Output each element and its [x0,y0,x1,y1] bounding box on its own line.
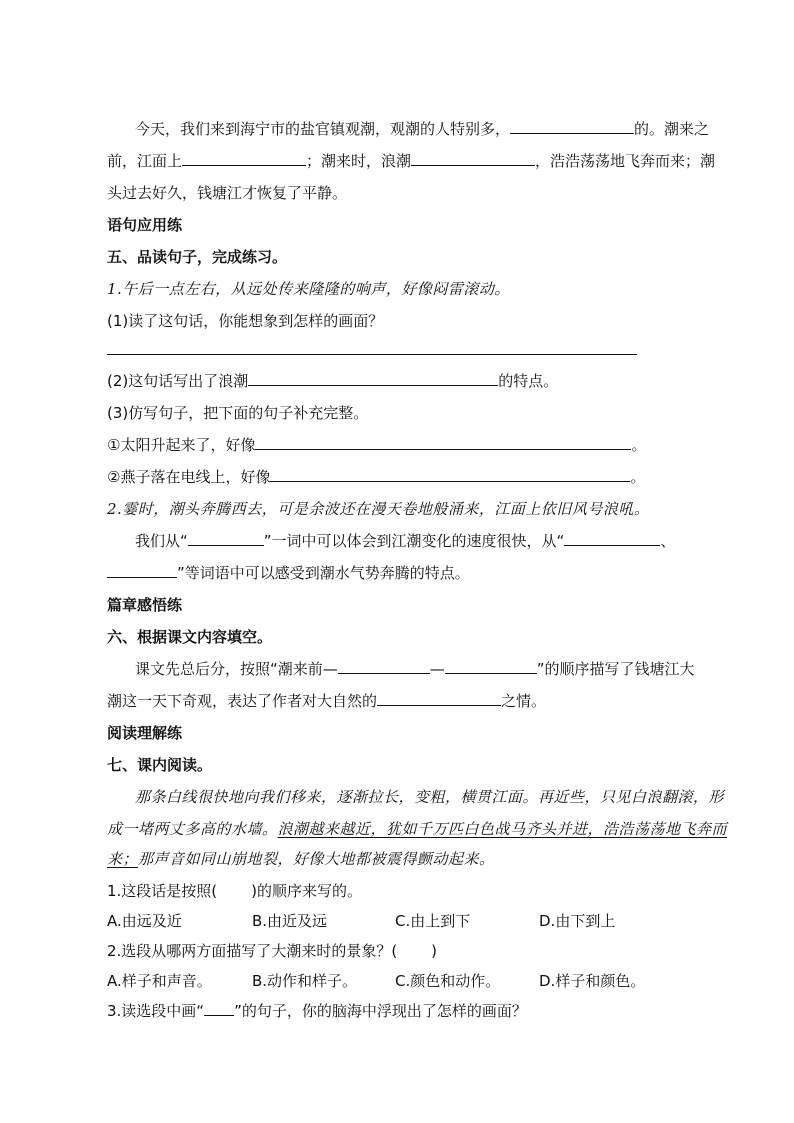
imitation-item [107,434,646,456]
option-a[interactable]: A.由远及近 [107,912,182,930]
text: 前，江面上 [107,152,183,170]
fill-blank[interactable] [188,530,264,546]
text: 今天，我们来到海宁市的盐官镇观潮，观潮的人特别多， [135,120,511,138]
text: ”的顺序描写了钱塘江大 [536,660,695,678]
fill-blank[interactable] [510,118,634,134]
text: 那声音如同山崩地裂，好像大地都被震得颤动起来。 [138,850,495,868]
fill-blank[interactable] [338,658,430,674]
text: 、 [660,532,676,550]
text: — [429,660,445,678]
text: 潮这一天下奇观，表达了作者对大自然的 [107,692,378,710]
passage-line-2 [107,150,715,172]
text: 。 [630,468,646,486]
quoted-sentence: 1.午后一点左右，从远处传来隆隆的响声，好像闷雷滚动。 [107,280,510,298]
text: 课文先总后分，按照“潮来前— [135,660,338,678]
text: (2)这句话写出了浪潮 [107,372,249,390]
underlined-sentence: 来； [107,850,139,868]
option-d[interactable]: D.样子和颜色。 [539,972,646,990]
fill-blank[interactable] [107,562,177,578]
option-a[interactable]: A.样子和声音。 [107,972,212,990]
sub-question: (3)仿写句子，把下面的句子补充完整。 [107,404,369,422]
text: 的特点。 [498,372,559,390]
text: ，浩浩荡荡地飞奔而来；潮 [535,152,716,170]
text: 1.这段话是按照( [107,882,218,900]
underlined-sentence: 浪潮越来越近，犹如千万匹白色战马齐头并进，浩浩荡荡地飞奔而 [277,820,728,838]
text: 3.读选段中画“ [107,1002,205,1020]
reading-passage-line [107,848,495,870]
option-c[interactable]: C.由上到下 [395,912,471,930]
reading-passage-line [107,818,727,840]
fill-blank[interactable] [248,370,498,386]
fill-blank[interactable] [182,150,306,166]
fill-blank[interactable] [445,658,537,674]
text: ”的句子，你的脑海中浮现出了怎样的画面？ [234,1002,527,1020]
sub-question [107,370,558,392]
question-title: 七、课内阅读。 [107,756,213,774]
sub-question: (1)读了这句话，你能想象到怎样的画面？ [107,312,384,330]
text: 的。潮来之 [634,120,710,138]
fill-blank[interactable] [270,466,630,482]
text: 成一堵两丈多高的水墙。 [107,820,278,838]
fill-sentence [107,658,695,680]
answer-line[interactable] [107,354,637,355]
quoted-sentence: 2.霎时，潮头奔腾西去，可是余波还在漫天卷地般涌来，江面上依旧风号浪吼。 [107,500,650,518]
passage-line-3: 头过去好久，钱塘江才恢复了平静。 [107,184,348,202]
mc-question [107,940,437,962]
fill-sentence [107,690,546,712]
text: ”等词语中可以感受到潮水气势奔腾的特点。 [177,564,470,582]
text: ；潮来时，浪潮 [306,152,412,170]
question-title: 五、品读句子，完成练习。 [107,248,288,266]
imitation-item [107,466,645,488]
text: 我们从“ [135,532,188,550]
fill-sentence [107,530,675,552]
fill-blank[interactable] [377,690,501,706]
fill-blank[interactable] [411,150,535,166]
section-heading: 语句应用练 [107,216,183,234]
passage-line-1 [107,118,709,140]
reading-passage-line: 那条白线很快地向我们移来，逐渐拉长，变粗，横贯江面。再近些，只见白浪翻滚，形 [135,788,725,806]
option-b[interactable]: B.动作和样子。 [252,972,358,990]
section-heading: 篇章感悟练 [107,596,183,614]
option-d[interactable]: D.由下到上 [539,912,616,930]
text: 2.选段从哪两方面描写了大潮来时的景象？( [107,942,398,960]
fill-sentence [107,562,470,584]
text: ”一词中可以体会到江潮变化的速度很快，从“ [263,532,565,550]
option-c[interactable]: C.颜色和动作。 [395,972,501,990]
text: 之情。 [501,692,547,710]
fill-blank[interactable] [255,434,631,450]
mc-question [107,880,362,902]
fill-blank[interactable] [564,530,660,546]
text: )的顺序来写的。 [251,882,363,900]
text: ②燕子落在电线上，好像 [107,468,271,486]
option-b[interactable]: B.由近及远 [252,912,328,930]
text: 。 [631,436,647,454]
section-heading: 阅读理解练 [107,724,183,742]
open-question [107,1000,527,1022]
text: ①太阳升起来了，好像 [107,436,256,454]
underline-sample [204,1000,234,1016]
text: ) [431,942,438,960]
question-title: 六、根据课文内容填空。 [107,628,273,646]
